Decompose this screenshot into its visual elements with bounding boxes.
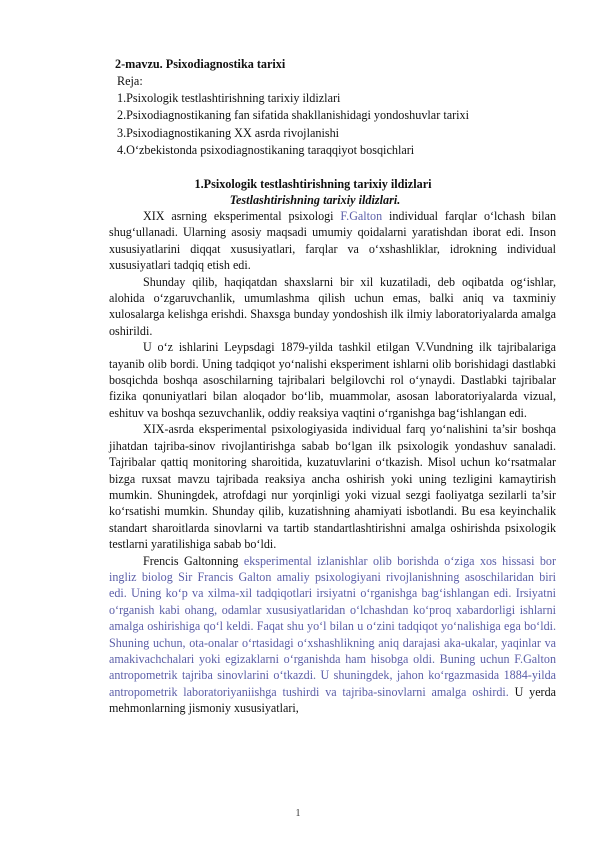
page-number: 1 (295, 808, 301, 819)
galton-reference: F.Galton (340, 209, 383, 223)
section-subtitle: Testlashtirishning tarixiy ildizlari. (229, 193, 401, 207)
paragraph-2: Shunday qilib, haqiqatdan shaxslarni bir xil kuzatiladi, deb oqibatda og‘ishlar, alohida o‘zgaruvchanlik, umumlashma qilish uchun emas, balki aniq va taxminiy xulosalarga kelishga erishdi. Shaxsga bunday yondoshish ilk ilmiy laboratoriyalarda amalga oshirildi. (109, 274, 556, 338)
body-text (109, 208, 556, 717)
paragraph-3: U o‘z ishlarini Leypsdagi 1879-yilda tashkil etilgan V.Vundning ilk tajribalariga tayanib olib bordi. Uning tadqiqot yo‘nalishi eksperiment ishlarni olib borishidagi dastlabki bosqichda boshqa asoschilarning tajribalari belgilovchi rol o‘ynaydi. Dastlabki tajribalar fizika qonuniyatlari bilan aloqador bo‘lib, muammolar, asosan laboratoriyalarda vizual, eshituv va boshqa sezuvchanlik, oddiy reaksiya vaqtini o‘rganishga bag‘ishlangan edi. (109, 340, 556, 420)
plan-label: Reja: (117, 74, 143, 88)
section-title: 1.Psixologik testlashtirishning tarixiy ildizlari (194, 177, 432, 191)
paragraph-5 (109, 553, 556, 717)
plan-item: 1.Psixologik testlashtirishning tarixiy ildizlari (117, 91, 341, 106)
plan-item: 4.O‘zbekistonda psixodiagnostikaning taraqqiyot bosqichlari (117, 142, 415, 157)
plan-item: 3.Psixodiagnostikaning XX asrda rivojlanishi (117, 125, 340, 140)
plan-list (117, 73, 469, 159)
topic-title: 2-mavzu. Psixodiagnostika tarixi (115, 57, 286, 71)
paragraph-1 (109, 208, 556, 274)
highlighted-text: eksperimental izlanishlar olib borishda o‘ziga xos hissasi bor ingliz biolog Sir Francis Galton amaliy psixologiyani rivojlanishning asoschilaridan biri edi. Uning ko‘p va xilma-xil tadqiqotlari irsiyatni o‘rganishga bag‘ishlangan edi. Irsiyatni o‘rganish kabi ohang, odamlar xususiyatlaridan o‘lchashdan ko‘proq xabardorligi ishlarni amalga oshirishiga qo‘l keldi. Faqat shu yo‘l bilan u o‘zini tadqiqot yo‘nalishiga ega bo‘ldi. Shuning uchun, ota-onalar o‘rtasidagi o‘xshashlikning aniq darajasi aka-ukalar, yaqinlar va amakivachchalari yoki egizaklarni o‘rganishda ham hisobga oldi. Buning uchun F.Galton antropometrik tajriba sinovlarini o‘tkazdi. U shuningdek, jahon ko‘rgazmasida 1884-yilda antropometrik laboratoriyaniishga tushirdi va tajriba-sinovlarni amalga oshirdi. (109, 553, 556, 699)
paragraph-text: U yerda mehmonlarning jismoniy xususiyatlari, (109, 684, 557, 716)
paragraph-text: individual farqlar o‘lchash bilan shug‘ullanadi. Ularning asosiy maqsadi umumiy qoidalarni yaratishdan iborat edi. Inson xususiyatlarini diqqat xususiyatlari, farqlar va o‘xshashliklar, idrokning individual xususiyatlari tadqiq etish edi. (109, 209, 557, 273)
paragraph-text: XIX asrning eksperimental psixologi (143, 209, 341, 223)
plan-item: 2.Psixodiagnostikaning fan sifatida shakllanishidagi yondoshuvlar tarixi (117, 108, 470, 123)
paragraph-text: Frencis Galtonning (143, 553, 244, 568)
paragraph-4: XIX-asrda eksperimental psixologiyasida individual farq yo‘nalishini ta’sir boshqa jihatdan tajriba-sinov rivojlantirishga sabab bo‘lgan ilk psixologik yondashuv sanaladi. Tajribalar qattiq monitoring sharoitida, kuzatuvlarini o‘tkazish. Misol uchun ko‘rsatmalar bizga ruxsat mavzu tajribada reaksiya ancha oshirish yoki uning tezligini kamaytirish mumkin. Shuningdek, atrofdagi nur yorqinligi yoki vizual sezgi faoliyatga sezilarli ta’sir ko‘rsatishi mumkin. Shunday qilib, kuzatishning ahamiyati isbotlandi. Bu esa keyinchalik standart sharoitlarda sinovlarni va tartib standartlashtirishni amalga oshirishda psixologik testlarni yaratilishiga sabab bo‘ldi. (109, 422, 556, 552)
